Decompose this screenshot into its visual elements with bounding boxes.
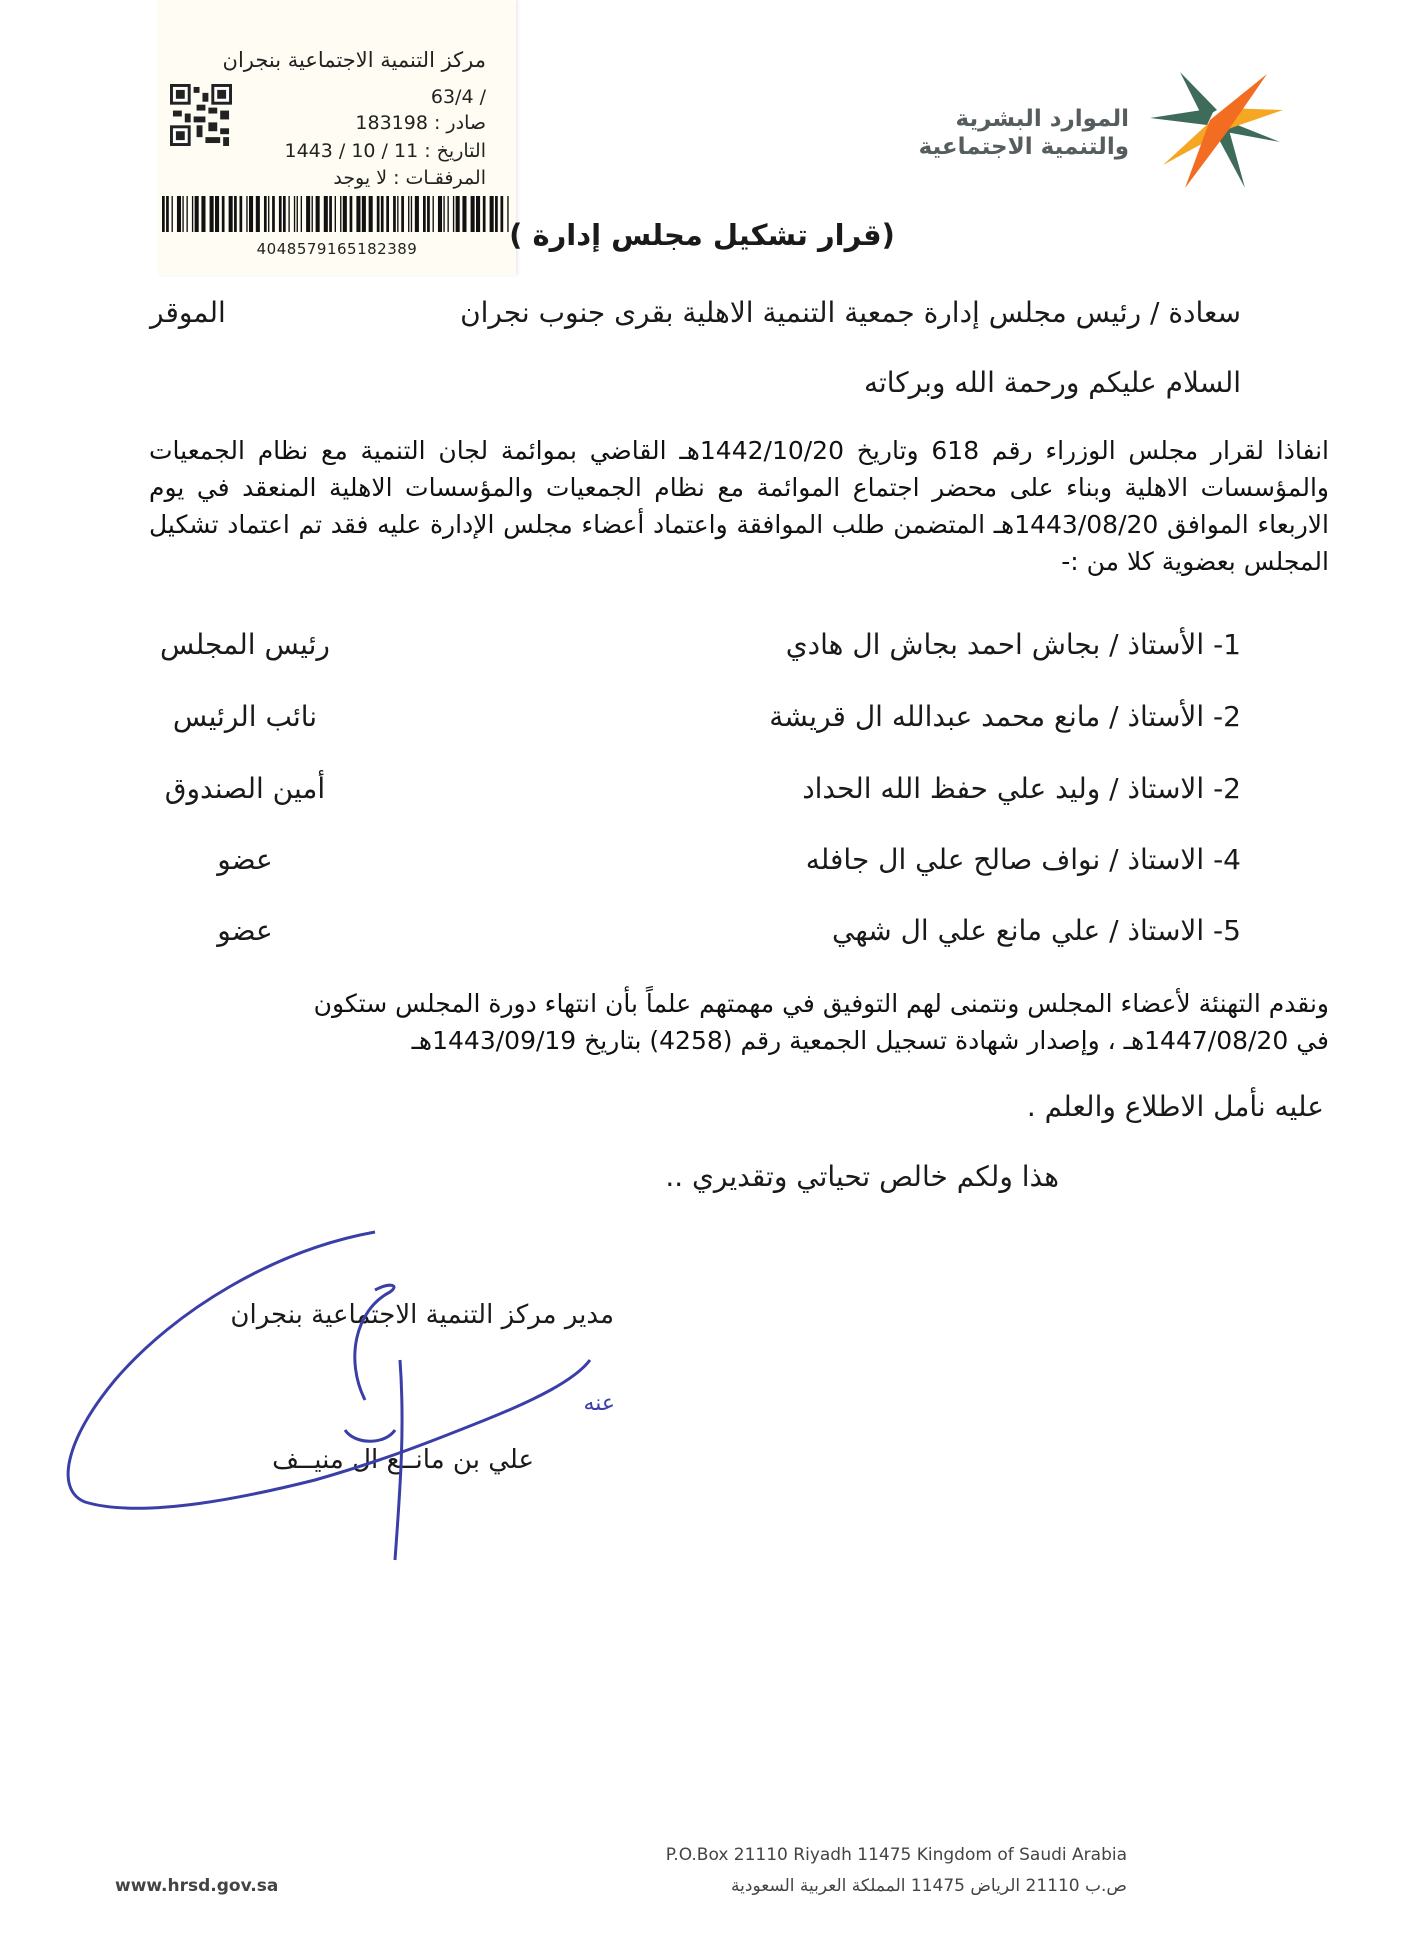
member-role: أمين الصندوق — [164, 772, 326, 805]
document-title: (قرار تشكيل مجلس إدارة ) — [509, 218, 895, 252]
footer-website-link[interactable]: www.hrsd.gov.sa — [115, 1876, 279, 1896]
member-role: رئيس المجلس — [160, 628, 330, 661]
closing-paragraph: ونقدم التهنئة لأعضاء المجلس ونتمنى لهم التوفيق في مهمتهم علماً بأن انتهاء دورة المجلس ستكون في 1447/08/20هـ ، وإصدار شهادة تسجيل الجمعية رقم (4258) بتاريخ 1443/09/19هـ — [313, 989, 1329, 1055]
barcode-number: 4048579165182389 — [256, 240, 418, 258]
honorific: الموقر — [150, 296, 226, 329]
stamp-organization: مركز التنمية الاجتماعية بنجران — [222, 48, 486, 72]
stamp-date: التاريخ : 11 / 10 / 1443 — [284, 140, 486, 162]
member-name: 5- الاستاذ / علي مانع علي ال شهي — [831, 914, 1241, 947]
addressee: سعادة / رئيس مجلس إدارة جمعية التنمية الاهلية بقرى جنوب نجران — [460, 296, 1241, 329]
member-role: نائب الرئيس — [172, 700, 318, 733]
regards-line: هذا ولكم خالص تحياتي وتقديري .. — [665, 1160, 1059, 1193]
logo-line-1: الموارد البشرية — [955, 106, 1129, 132]
stamp-reference: / 63/4 — [430, 86, 486, 108]
signatory-name: علي بن مانــع ال منيــف — [272, 1445, 534, 1475]
stamp-issued-number: صادر : 183198 — [355, 112, 486, 134]
note-line: عليه نأمل الاطلاع والعلم . — [1026, 1090, 1324, 1123]
signature-mark-text: عنه — [583, 1391, 615, 1416]
member-role: عضو — [217, 843, 273, 876]
member-name: 2- الاستاذ / وليد علي حفظ الله الحداد — [802, 772, 1241, 805]
qr-code-icon — [170, 84, 232, 146]
ministry-logo-star-icon — [1145, 70, 1285, 190]
greeting: السلام عليكم ورحمة الله وبركاته — [863, 366, 1241, 399]
signatory-title: مدير مركز التنمية الاجتماعية بنجران — [230, 1300, 614, 1330]
decision-paragraph: انفاذا لقرار مجلس الوزراء رقم 618 وتاريخ 1442/10/20هـ القاضي بموائمة لجان التنمية مع نظام الجمعيات والمؤسسات الاهلية وبناء على محضر اجتماع الموائمة مع نظام الجمعيات والمؤسسات الاهلية المنعقد في يوم الاربعاء الموافق 1443/08/20هـ المتضمن طلب الموافقة واعتماد أعضاء مجلس الإدارة عليه فقد تم اعتماد تشكيل المجلس بعضوية كلا من :- — [149, 436, 1329, 576]
member-role: عضو — [217, 914, 273, 947]
member-name: 4- الاستاذ / نواف صالح علي ال جافله — [805, 843, 1241, 876]
handwritten-signature — [55, 1230, 655, 1590]
footer-address-en: P.O.Box 21110 Riyadh 11475 Kingdom of Saudi Arabia — [665, 1845, 1127, 1865]
logo-line-2: والتنمية الاجتماعية — [918, 134, 1129, 160]
footer-address-ar: ص.ب 21110 الرياض 11475 المملكة العربية السعودية — [731, 1876, 1127, 1896]
ministry-logo-text — [919, 105, 1129, 161]
stamp-attachments: المرفقـات : لا يوجد — [333, 167, 486, 189]
member-name: 2- الأستاذ / مانع محمد عبدالله ال قريشة — [769, 700, 1241, 733]
member-name: 1- الأستاذ / بجاش احمد بجاش ال هادي — [785, 628, 1241, 661]
